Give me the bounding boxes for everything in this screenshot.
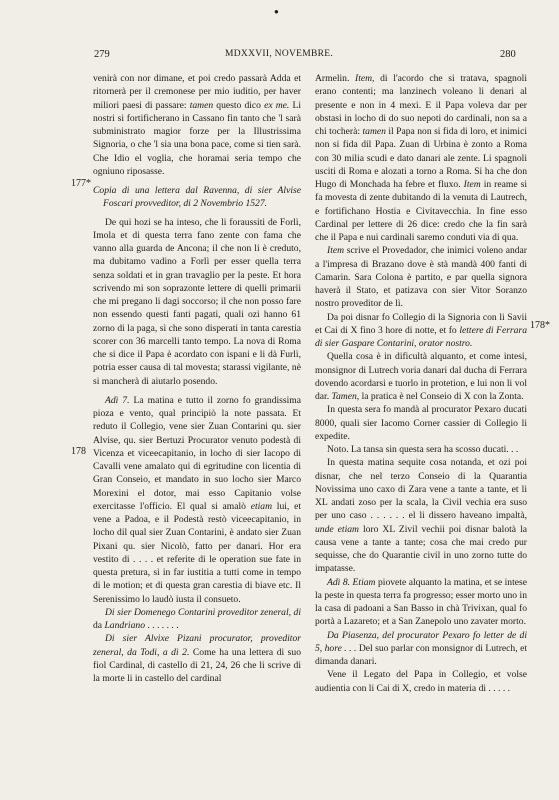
- paragraph: Di sier Domenego Contarini proveditor zeneral, di da Landriano . . . . . . .: [93, 606, 301, 631]
- margin-number-178: 178: [71, 446, 86, 457]
- margin-number-178-right: 178*: [530, 320, 550, 331]
- running-title: MDXXVII, NOVEMBRE.: [225, 49, 334, 59]
- paragraph: In questa sera fo mandà al procurator Pexaro ducati 8000, quali sier Iacomo Corner cassier di Collegio li expedite.: [315, 404, 527, 442]
- page-number-left: 279: [94, 49, 110, 60]
- paragraph: Quella cosa è in dificultà alquanto, et come intesi, monsignor di Lutrech voria danari dal ducha di Ferrara dovendo acordarsi e tuorlo in protetion, e lui non li vol dar. Tamen, la pratica è nel Conseio di X con la Zonta.: [315, 351, 527, 402]
- paragraph: venirà con nor dimane, et poi credo passarà Adda et ritornerà per il cremonese per mio iuditio, per haver miliori paesi di passare: tamen questo dico ex me. Li nostri si fortificherano in Cassano fin tanto che 'l sarà subministrato magior forze per la Illustrissima Signoria, o che 'l sia una bona pace, come si tien sarà. Che Idio el voglia, che horamai seria tempo che ogniuno riposasse.: [93, 73, 301, 177]
- paragraph: Da Piasenza, del procurator Pexaro fo letter de di 5, hore . . . Del suo parlar con monsignor di Lutrech, et dimanda danari.: [315, 629, 527, 667]
- page-mark: ●: [274, 7, 279, 16]
- paragraph: De qui hozi se ha inteso, che li foraussiti de Forlì, Imola et di questa terra fano zente con fama che vanno alla guarda de Ancona; il che non li è creduto, ma dubitamo vadino a Forlì per esser quella terra senza soldati et in gran travaglio per la peste. Et hora scrivendo mi son soprazonte lettere di quelli primarii che mi pregano li dagi soccorso; il che non posso fare non essendo questi fanti pagati, quali ozi hanno 61 zorno di la paga, sì che sono disperati in tanta carestia scorer con 36 marcelli tanto tempo. La nova di Roma che si dice il Papa è acordato con ispani e li dà Furlì, potria esser causa di tal movesta; starassi vigilante, nè si mancherà di aiutarlo posendo.: [93, 216, 301, 387]
- paragraph: Noto. La tansa sin questa sera ha scosso ducati. . .: [327, 444, 519, 455]
- margin-number-177: 177*: [71, 178, 91, 189]
- paragraph: Armelin. Item, di l'acordo che si tratava, spagnoli erano contenti; ma lanzinech voleano li denari al presente e non in 4 mexi. E il Papa voleva dar per obstasi in locho di do suo nepoti do cardinali, non sa a chi tocherà: tamen il Papa non si fida di loro, et inimici non si fida dil Papa. Zuan di Urbina è zonto a Roma con 30 milia scudi e dato danari ale zente. Li spagnoli usciti di Roma e alozati a torno a Roma. Si ha che don Hugo di Monchada ha febre et fluxo. Item in reame si fa movesta di zente dubitando di la venuta di Lautrech, e fortifichano Hostia e Civitavecchia. In fine esso Cardinal per lettere di 26 dice: credo che la fin sarà che il Papa e nui cardinali saremo conduti via di qua.: [315, 73, 528, 243]
- paragraph: Da poi disnar fo Collegio di la Signoria con li Savii et Cai di X fino 3 hore di notte, et fo lettere di Ferrara di sier Gaspare Contarini, orator nostro.: [315, 311, 527, 349]
- paragraph: Vene il Legato del Papa in Collegio, et volse audientia con li Cai di X, credo in materia di . . . . .: [315, 669, 527, 694]
- paragraph: Adì 8. Etiam piovete alquanto la matina, et se intese la peste in questa terra fa progresso; esser morto uno in la casa di padoani a San Basso in chà Trivixan, qual fo portà a Lazareto; et a San Zanepolo uno zavater morto.: [315, 576, 528, 628]
- paragraph: Adì 7. La matina e tutto il zorno fo grandissima pioza e vento, qual principiò la note passata. Et reduto il Collegio, vene sier Zuan Contarini qu. sier Alvise, qu. sier Bertuzi Procurator venuto podestà di Vicenza et viceecapitanio, in locho di sier Iacopo di Cavalli vene amalato qui di egritudine con licentia di Gran Conseio, et mandato in suo locho sier Marco Morexini el dotor, mai esso Capitanio volse exercitasse l'officio. El qual si amalò etiam lui, et vene a Padoa, e il Podestà restò viceecapitanio, in locho dil qual sier Zuan Contarini, è andato sier Zuan Pixani qu. sier Nicolò, fatto per danari. Hor era vestito di . . . . et referite di le operation sue fate in questa pretura, sì in far iustitia a tutti come in tempo di le motion; et di questa gran carestia di biave etc. Il Serenissimo lo laudò iusta il consueto.: [93, 394, 302, 605]
- right-column: [315, 72, 527, 695]
- paragraph: Di sier Alvixe Pizani procurator, proveditor zeneral, da Todi, a dì 2. Come ha una lettera di suo fiol Cardinal, di castello di 21, 24, 26 che li scrive di la morte li in castello del cardinal: [93, 633, 301, 684]
- left-column: [93, 72, 301, 685]
- letter-heading: Copia di una lettera dal Ravenna, di sier Alvise Foscari provveditor, di 2 Novembrio 1527.: [93, 185, 301, 210]
- paragraph: Item scrive el Provedador, che inimici voleno andar a l'impresa di Brazano dove è stà mandà 400 fanti di Camarin. Sara Colona è partito, e par quella signora haverà il Stato, et patizava con sier Vitor Soranzo nostro proveditor de lì.: [315, 245, 527, 310]
- page-number-right: 280: [500, 49, 516, 60]
- paragraph: In questa matina sequite cosa notanda, et ozi poi disnar, che nel terzo Conseio di la Quarantia Novissima uno caxo di Zara vene a tante a tante, et li XL andati zoso per la scala, la Civil vechia era suso per uno caso . . . . . . el li dissero haveano impaltà, unde etiam loro XL Zivil vechii poi disnar balotà la causa vene a tante a tante; cosa che mai credo pur sequisse, che do Quarantie civil in uno zorno tutte do impatasse.: [315, 457, 527, 575]
